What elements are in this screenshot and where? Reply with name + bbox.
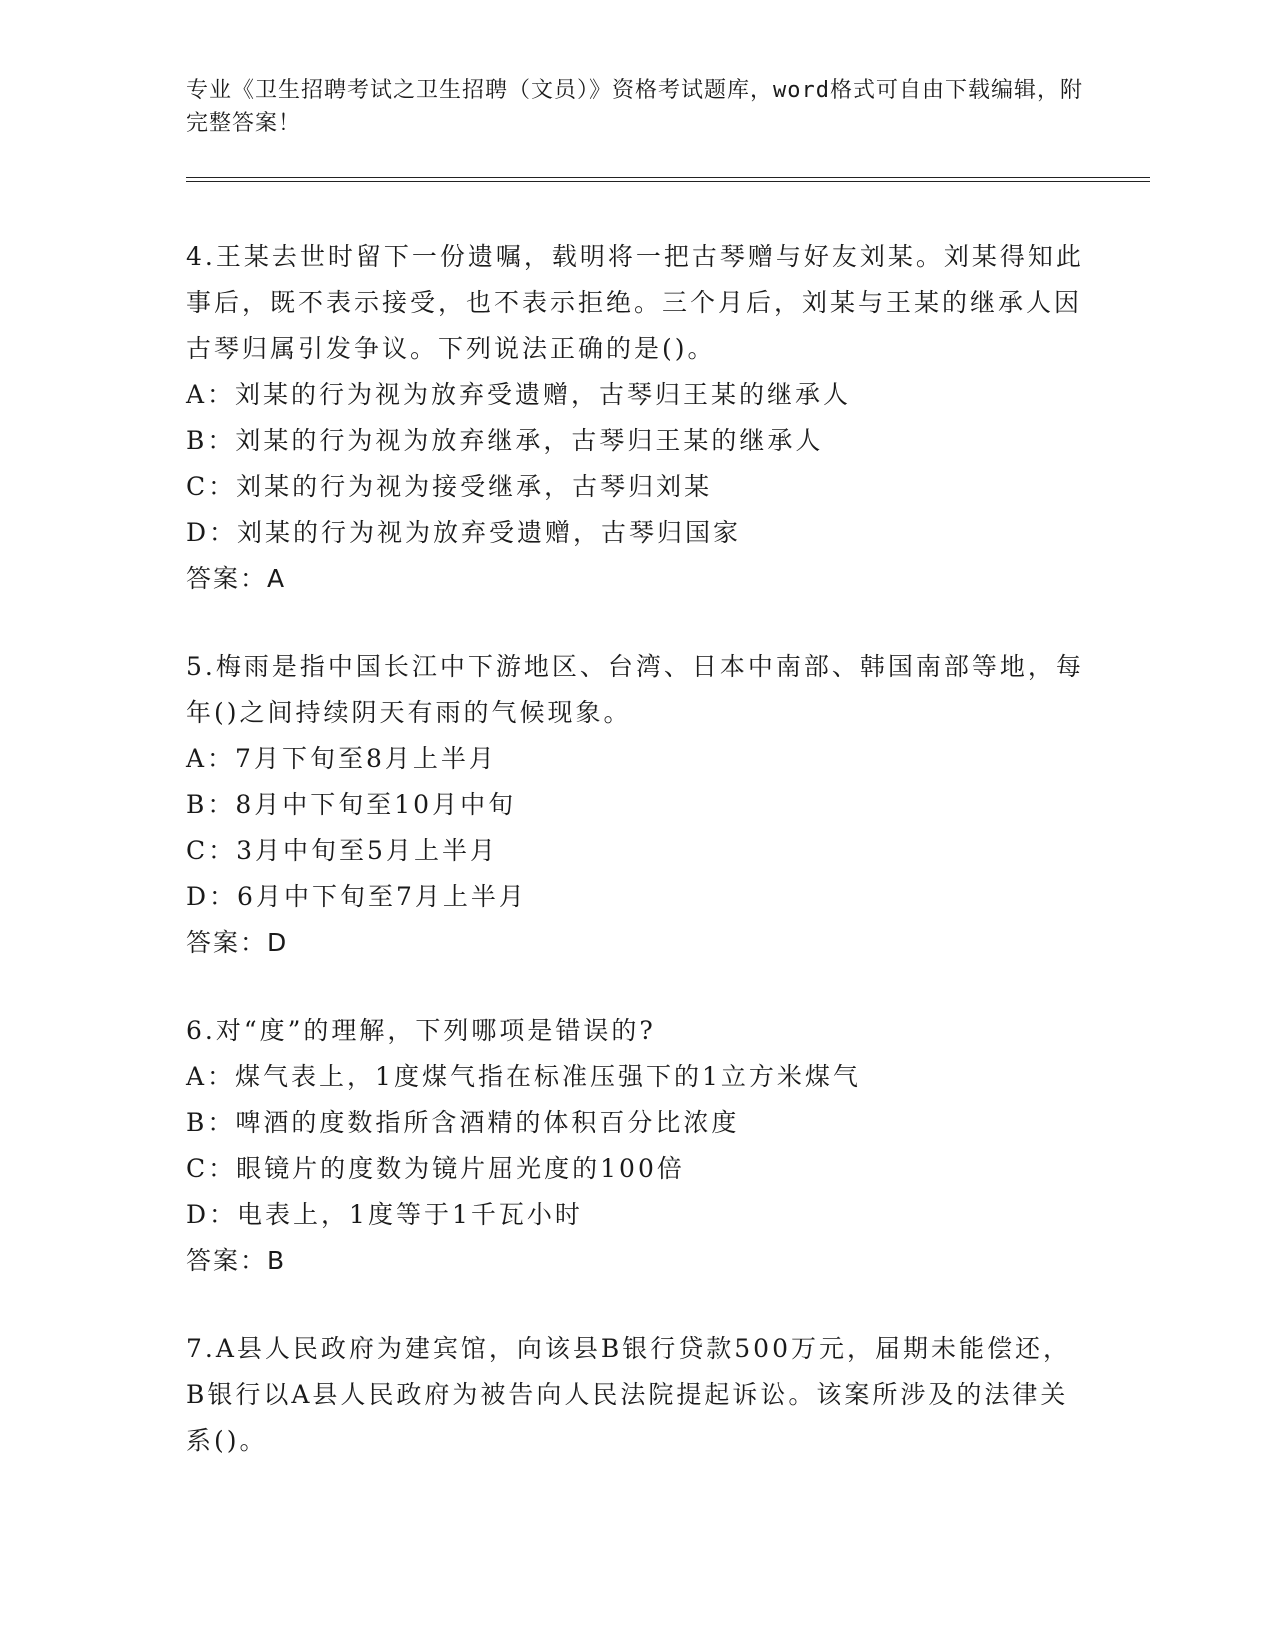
question-7	[186, 1326, 1086, 1464]
question-list	[186, 234, 1086, 1506]
option-a: A：刘某的行为视为放弃受遗赠，古琴归王某的继承人	[186, 380, 852, 409]
question-stem: 6.对“度”的理解，下列哪项是错误的?	[186, 1016, 656, 1045]
option-b: B：刘某的行为视为放弃继承，古琴归王某的继承人	[186, 426, 824, 455]
option-d: D：刘某的行为视为放弃受遗赠，古琴归国家	[186, 518, 742, 547]
question-5	[186, 644, 1086, 966]
question-6	[186, 1008, 1086, 1284]
option-c: C：3月中旬至5月上半月	[186, 836, 498, 865]
answer-line: 答案：B	[186, 1246, 287, 1275]
question-stem: 5.梅雨是指中国长江中下游地区、台湾、日本中南部、韩国南部等地，每年()之间持续阴天有雨的气候现象。	[186, 652, 1084, 727]
question-stem: 4.王某去世时留下一份遗嘱，载明将一把古琴赠与好友刘某。刘某得知此事后，既不表示接受，也不表示拒绝。三个月后，刘某与王某的继承人因古琴归属引发争议。下列说法正确的是()。	[186, 242, 1084, 363]
option-a: A：煤气表上，1度煤气指在标准压强下的1立方米煤气	[186, 1062, 861, 1091]
answer-line: 答案：A	[186, 564, 287, 593]
question-stem: 7.A县人民政府为建宾馆，向该县B银行贷款500万元，届期未能偿还，B银行以A县人民政府为被告向人民法院提起诉讼。该案所涉及的法律关系()。	[186, 1334, 1071, 1455]
document-header: 专业《卫生招聘考试之卫生招聘（文员）》资格考试题库，word格式可自由下载编辑，附完整答案！	[186, 78, 1083, 136]
option-d: D：电表上，1度等于1千瓦小时	[186, 1200, 583, 1229]
option-d: D：6月中下旬至7月上半月	[186, 882, 527, 911]
option-c: C：刘某的行为视为接受继承，古琴归刘某	[186, 472, 713, 501]
answer-line: 答案：D	[186, 928, 289, 957]
option-c: C：眼镜片的度数为镜片屈光度的100倍	[186, 1154, 685, 1183]
question-4	[186, 234, 1086, 602]
option-b: B：8月中下旬至10月中旬	[186, 790, 517, 819]
header-divider	[186, 177, 1150, 182]
option-b: B：啤酒的度数指所含酒精的体积百分比浓度	[186, 1108, 740, 1137]
option-a: A：7月下旬至8月上半月	[186, 744, 497, 773]
